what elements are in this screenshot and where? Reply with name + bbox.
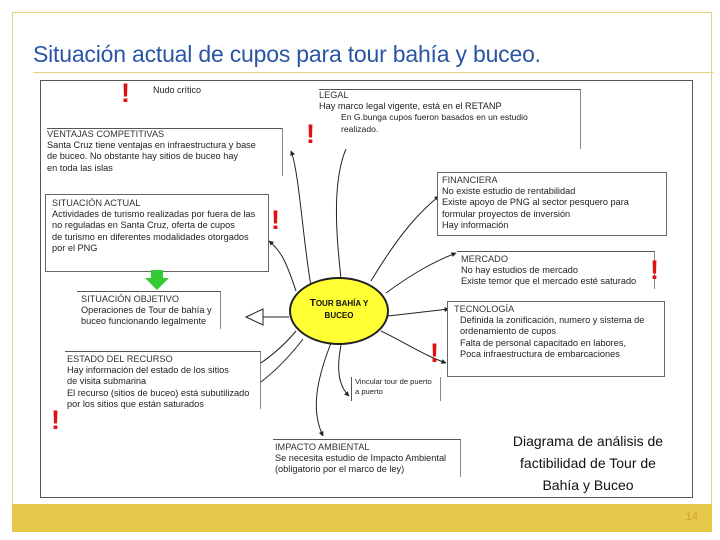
caption-line: Diagrama de análisis de: [512, 433, 664, 449]
critical-tecnologia-icon: !: [430, 338, 439, 368]
line-tecnologia: [388, 309, 449, 316]
box-ventajas-line: en toda las islas: [47, 162, 113, 173]
box-recurso-title: ESTADO DEL RECURSO: [67, 354, 173, 364]
box-financiera-line: formular proyectos de inversión: [442, 208, 571, 219]
box-objetivo-line: Operaciones de Tour de bahía y: [81, 305, 212, 316]
critical-mercado-icon: !: [650, 255, 659, 285]
box-situacion-line: no reguladas en Santa Cruz, oferta de cupos: [52, 220, 235, 231]
green-arrow-down-icon: [145, 270, 169, 290]
box-legal: [319, 89, 581, 149]
box-tecnologia: [447, 301, 665, 377]
box-recurso-line: por los sitios que están saturados: [67, 398, 204, 409]
box-situacion-line: por el PNG: [52, 242, 98, 253]
box-legal-line: realizado.: [341, 123, 379, 134]
caption-line: factibilidad de Tour de: [520, 455, 656, 471]
box-situacion-actual: [45, 194, 269, 272]
box-ventajas: [47, 128, 283, 176]
legend-label: Nudo crítico: [153, 85, 202, 95]
box-mercado: [457, 251, 655, 289]
box-legal-title: LEGAL: [319, 90, 349, 100]
hub-tour-bahia-buceo: [289, 277, 389, 345]
line-mercado: [386, 253, 456, 293]
box-recurso-line: de visita submarina: [67, 376, 147, 387]
box-recurso-line: El recurso (sitios de buceo) está subutilizado: [67, 387, 250, 398]
box-estado-recurso: [65, 351, 261, 409]
box-legal-line: Hay marco legal vigente, está en el RETANP: [319, 101, 502, 112]
diagram-caption: [490, 430, 686, 496]
box-mercado-line: No hay estudios de mercado: [461, 265, 578, 276]
box-ventajas-line: Santa Cruz tiene ventajas en infraestructura y base: [47, 140, 256, 151]
box-recurso-line: Hay información del estado de los sitios: [67, 365, 229, 376]
box-objetivo-title: SITUACIÓN OBJETIVO: [81, 294, 180, 304]
box-puerto-line: Vincular tour de puerto: [355, 377, 432, 386]
page-number: 14: [685, 511, 698, 523]
caption-line: Bahía y Buceo: [542, 477, 634, 493]
box-legal-line: En G.bunga cupos fueron basados en un estudio: [341, 112, 528, 123]
box-financiera-line: Existe apoyo de PNG al sector pesquero para: [442, 197, 629, 208]
box-situacion-line: de turismo en diferentes modalidades otorgados: [52, 231, 249, 242]
line-impacto: [316, 343, 331, 436]
objective-arrowhead: [246, 309, 263, 325]
slide-title: Situación actual de cupos para tour bahía y buceo.: [33, 41, 541, 67]
box-situacion-line: Actividades de turismo realizadas por fuera de las: [52, 209, 256, 220]
hub-line1: OUR BAHÍA Y: [315, 299, 369, 308]
box-mercado-line: Existe temor que el mercado esté saturado: [461, 276, 637, 287]
box-puerto-line: a puerto: [355, 386, 383, 396]
legend-critical-icon: !: [121, 80, 130, 108]
hub-line2: BUCEO: [324, 311, 354, 320]
box-mercado-title: MERCADO: [461, 254, 508, 264]
box-financiera-line: No existe estudio de rentabilidad: [442, 186, 576, 197]
box-financiera-line: Hay información: [442, 219, 509, 230]
box-puerto: [351, 377, 441, 401]
box-ventajas-title: VENTAJAS COMPETITIVAS: [47, 129, 165, 139]
line-situacion: [269, 241, 296, 291]
box-impacto-line: (obligatorio por el marco de ley): [275, 464, 405, 475]
box-tecnologia-line: Falta de personal capacitado en labores,: [460, 337, 626, 348]
line-puerto: [339, 345, 349, 396]
box-impacto-ambiental: [273, 439, 461, 477]
box-situacion-objetivo: [77, 291, 221, 329]
box-financiera: [437, 172, 667, 236]
box-tecnologia-line: Poca infraestructura de embarcaciones: [460, 348, 620, 359]
critical-situacion-icon: !: [271, 205, 280, 235]
box-tecnologia-line: Definida la zonificación, numero y sistema de: [460, 315, 645, 326]
box-financiera-title: FINANCIERA: [442, 175, 498, 185]
box-tecnologia-line: ordenamiento de cupos: [460, 326, 557, 337]
box-impacto-line: Se necesita estudio de Impacto Ambiental: [275, 453, 447, 464]
line-ventajas: [291, 151, 311, 286]
box-objetivo-line: buceo funcionando legalmente: [81, 316, 207, 327]
critical-legal-icon: !: [306, 119, 315, 149]
title-divider: [33, 72, 713, 73]
hub-initial: T: [309, 298, 316, 309]
footer-bar: [12, 504, 712, 532]
line-financiera: [371, 196, 439, 281]
box-ventajas-line: de buceo. No obstante hay sitios de buceo hay: [47, 151, 239, 162]
box-impacto-title: IMPACTO AMBIENTAL: [275, 442, 370, 452]
critical-recurso-icon: !: [51, 405, 60, 435]
box-tecnologia-title: TECNOLOGÍA: [454, 304, 515, 314]
box-situacion-title: SITUACIÓN ACTUAL: [52, 198, 141, 208]
